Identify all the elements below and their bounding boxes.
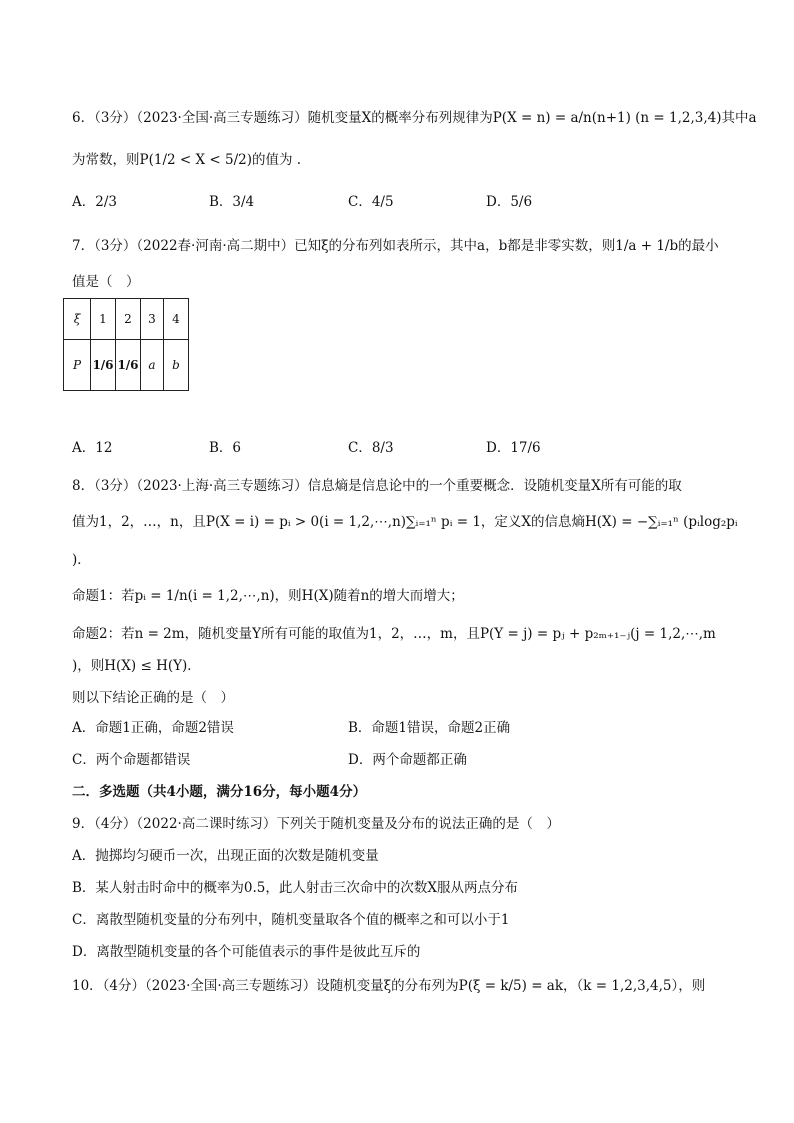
- table-cell: 3: [141, 299, 164, 340]
- q7-line2: 值是（ ）: [72, 274, 140, 290]
- distribution-table: [63, 298, 189, 391]
- q10-stem: 10．（4分）（2023·全国·高三专题练习）设随机变量ξ的分布列为P(ξ = k/5) = ak，（k = 1,2,3,4,5），则: [72, 978, 706, 994]
- q9-stem: 9．（4分）（2022·高二课时练习）下列关于随机变量及分布的说法正确的是（ ）: [72, 816, 560, 832]
- q6-option-b: B．3/4: [209, 194, 255, 210]
- q6-option-c: C．4/5: [348, 194, 394, 210]
- table-cell: 1/6: [116, 340, 141, 391]
- q9-option-d: D．离散型随机变量的各个可能值表示的事件是彼此互斥的: [72, 944, 421, 960]
- table-cell: 4: [164, 299, 189, 340]
- q8-proposition-2: 命题2：若n = 2m，随机变量Y所有可能的取值为1，2，…，m，且P(Y = j) = pⱼ + p₂ₘ₊₁₋ⱼ(j = 1,2,⋯,m: [72, 626, 716, 642]
- q9-option-c: C．离散型随机变量的分布列中，随机变量取各个值的概率之和可以小于1: [72, 912, 510, 928]
- q6-line2: 为常数，则P(1/2 < X < 5/2)的值为 .: [72, 152, 302, 168]
- q8-proposition-1: 命题1：若pᵢ = 1/n(i = 1,2,⋯,n)，则H(X)随着n的增大而增大；: [72, 588, 464, 604]
- q6-line1: 6．（3分）（2023·全国·高三专题练习）随机变量X的概率分布列规律为P(X = n) = a/n(n+1) (n = 1,2,3,4)其中a: [72, 110, 757, 126]
- q8-line1: 8．（3分）（2023·上海·高三专题练习）信息熵是信息论中的一个重要概念．设随机变量X所有可能的取: [72, 478, 682, 494]
- q7-option-d: D．17/6: [486, 440, 541, 456]
- table-cell: 1/6: [91, 340, 116, 391]
- q9-option-a: A．抛掷均匀硬币一次，出现正面的次数是随机变量: [72, 848, 379, 864]
- table-cell: P: [64, 340, 91, 391]
- q8-option-d: D．两个命题都正确: [348, 752, 467, 768]
- table-row: [64, 299, 189, 340]
- q9-option-b: B．某人射击时命中的概率为0.5，此人射击三次命中的次数X服从两点分布: [72, 880, 519, 896]
- q6-option-d: D．5/6: [486, 194, 533, 210]
- table-cell: 1: [91, 299, 116, 340]
- q8-option-a: A．命题1正确，命题2错误: [72, 720, 234, 736]
- q7-option-a: A．12: [72, 440, 113, 456]
- table-cell: b: [164, 340, 189, 391]
- q8-option-b: B．命题1错误，命题2正确: [348, 720, 511, 736]
- q8-line3: )．: [72, 552, 91, 568]
- q7-line1: 7．（3分）（2022春·河南·高二期中）已知ξ的分布列如表所示，其中a，b都是非零实数，则1/a + 1/b的最小: [72, 238, 719, 254]
- q6-option-a: A．2/3: [72, 194, 117, 210]
- table-cell: a: [141, 340, 164, 391]
- table-row: [64, 340, 189, 391]
- q8-option-c: C．两个命题都错误: [72, 752, 191, 768]
- table-cell: ξ: [64, 299, 91, 340]
- q8-proposition-2-cont: )，则H(X) ≤ H(Y)．: [72, 658, 201, 674]
- section-heading: 二．多选题（共4小题，满分16分，每小题4分）: [72, 784, 367, 800]
- q8-line2: 值为1，2，…，n，且P(X = i) = pᵢ > 0(i = 1,2,⋯,n)∑ᵢ₌₁ⁿ pᵢ = 1，定义X的信息熵H(X) = −∑ᵢ₌₁ⁿ (pᵢlog₂pᵢ: [72, 514, 738, 530]
- q7-option-c: C．8/3: [348, 440, 394, 456]
- table-cell: 2: [116, 299, 141, 340]
- q7-option-b: B．6: [209, 440, 242, 456]
- q8-question: 则以下结论正确的是（ ）: [72, 690, 234, 706]
